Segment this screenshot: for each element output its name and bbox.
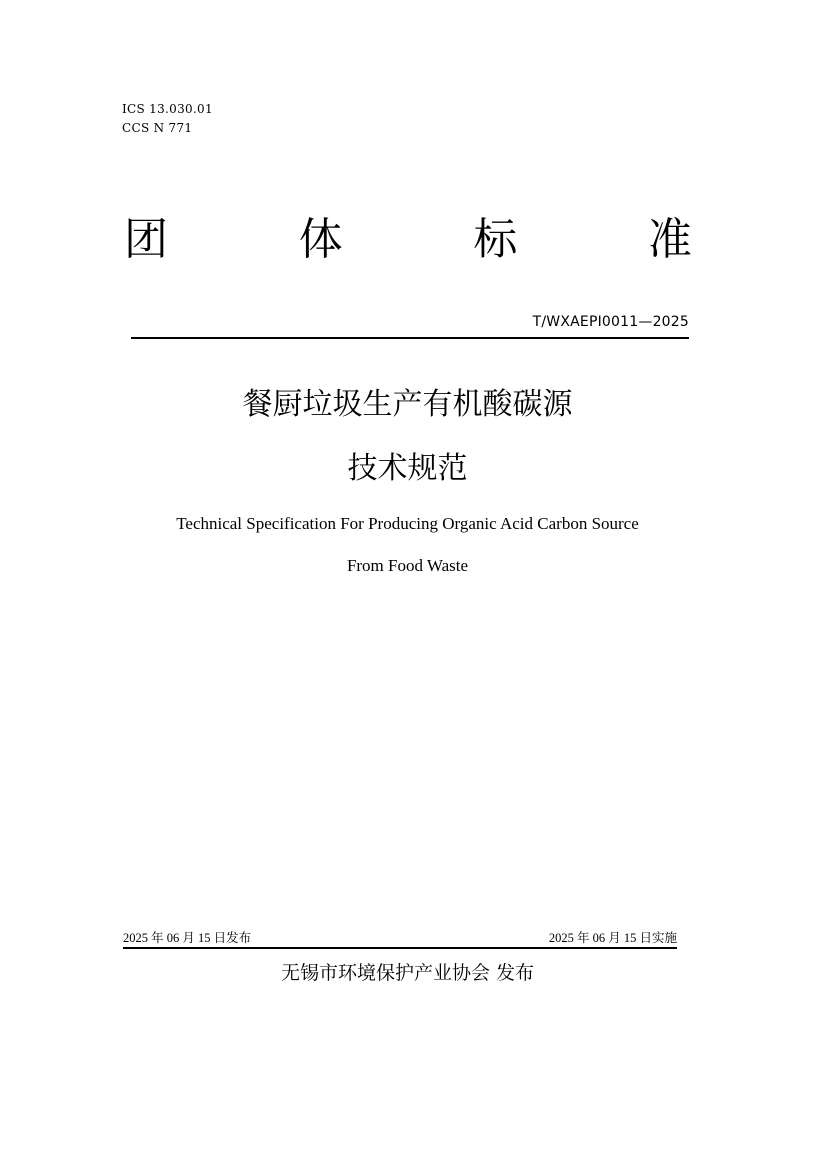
chinese-title-line-2: 技术规范 <box>347 451 468 486</box>
ccs-code: CCS N 771 <box>122 121 193 135</box>
implementation-date: 2025 年 06 月 15 日实施 <box>548 931 677 945</box>
standard-type-char-2: 体 <box>298 214 343 265</box>
standard-type-heading <box>124 212 692 268</box>
english-title-line-1: Technical Specification For Producing Organic Acid Carbon Source <box>176 514 639 533</box>
standard-type-char-3: 标 <box>473 214 518 265</box>
ics-code: ICS 13.030.01 <box>122 102 213 116</box>
standard-type-char-4: 准 <box>647 214 692 265</box>
classification-codes <box>122 100 213 138</box>
bottom-divider <box>123 947 677 949</box>
standard-type-char-1: 团 <box>124 214 168 265</box>
english-title-line-2: From Food Waste <box>346 556 469 575</box>
standard-number: T/WXAEPI0011—2025 <box>532 314 689 330</box>
chinese-title-line-1: 餐厨垃圾生产有机酸碳源 <box>242 387 573 422</box>
publisher: 无锡市环境保护产业协会 发布 <box>280 962 535 984</box>
release-date: 2025 年 06 月 15 日发布 <box>123 931 252 945</box>
top-divider <box>131 337 689 339</box>
